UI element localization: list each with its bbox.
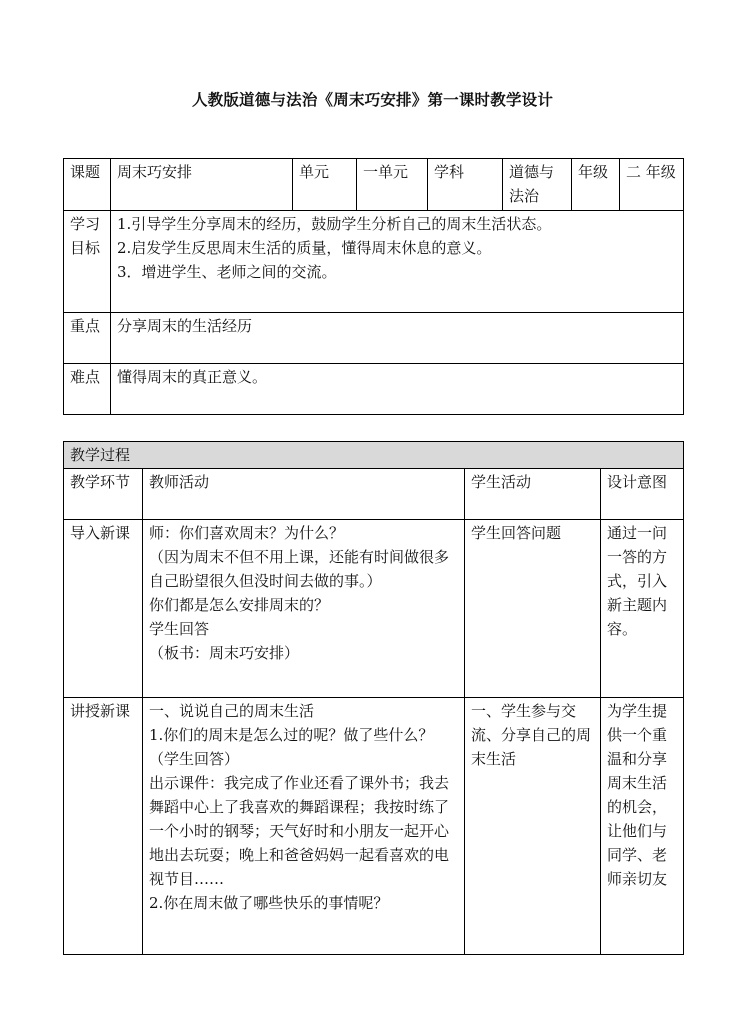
subject-value: 道德与法治 bbox=[503, 159, 572, 211]
column-header-row bbox=[64, 469, 684, 520]
difficulty-value: 懂得周末的真正意义。 bbox=[111, 364, 684, 415]
lesson-info-table bbox=[63, 158, 684, 415]
goal-item: 1.引导学生分享周末的经历，鼓励学生分析自己的周末生活状态。 bbox=[117, 215, 552, 233]
student-activity-cell: 一、学生参与交流、分享自己的周末生活 bbox=[465, 698, 601, 955]
goal-item: 3．增进学生、老师之间的交流。 bbox=[117, 263, 337, 281]
focus-row bbox=[64, 313, 684, 364]
teacher-line: 学生回答 bbox=[149, 620, 210, 638]
table-row bbox=[64, 520, 684, 698]
goals-label: 学习目标 bbox=[64, 211, 111, 313]
design-intent-cell: 为学生提供一个重温和分享周末生活的机会，让他们与同学、老师亲切友 bbox=[601, 698, 684, 955]
unit-value: 一单元 bbox=[357, 159, 428, 211]
difficulty-row bbox=[64, 364, 684, 415]
focus-value: 分享周末的生活经历 bbox=[111, 313, 684, 364]
student-activity-cell: 学生回答问题 bbox=[465, 520, 601, 698]
stage-cell: 导入新课 bbox=[64, 520, 143, 698]
subject-label: 学科 bbox=[428, 159, 503, 211]
goals-row bbox=[64, 211, 684, 313]
teacher-line: 出示课件：我完成了作业还看了课外书；我去舞蹈中心上了我喜欢的舞蹈课程；我按时练了一个小时的钢琴；天气好时和小朋友一起开心地出去玩耍；晚上和爸爸妈妈一起看喜欢的电视节目…… bbox=[149, 774, 450, 888]
goals-content bbox=[111, 211, 684, 313]
process-header: 教学过程 bbox=[64, 442, 684, 469]
teacher-line: 一、说说自己的周末生活 bbox=[149, 702, 315, 720]
focus-label: 重点 bbox=[64, 313, 111, 364]
unit-label: 单元 bbox=[293, 159, 357, 211]
column-header-teacher: 教师活动 bbox=[143, 469, 465, 520]
teacher-line: 师：你们喜欢周末？为什么？ bbox=[149, 524, 345, 542]
teacher-activity-cell bbox=[143, 520, 465, 698]
lesson-value: 周末巧安排 bbox=[111, 159, 293, 211]
lesson-label: 课题 bbox=[64, 159, 111, 211]
teacher-line: 1.你们的周末是怎么过的呢？做了些什么？（学生回答） bbox=[149, 726, 434, 768]
document-title: 人教版道德与法治《周末巧安排》第一课时教学设计 bbox=[191, 90, 554, 109]
teacher-line: （因为周末不但不用上课，还能有时间做很多自己盼望很久但没时间去做的事。） bbox=[149, 548, 450, 590]
difficulty-label: 难点 bbox=[64, 364, 111, 415]
column-header-stage: 教学环节 bbox=[64, 469, 143, 520]
column-header-student: 学生活动 bbox=[465, 469, 601, 520]
teacher-line: 2.你在周末做了哪些快乐的事情呢？ bbox=[149, 894, 389, 912]
column-header-intent: 设计意图 bbox=[601, 469, 684, 520]
teacher-activity-cell bbox=[143, 698, 465, 955]
teacher-line: （板书：周末巧安排） bbox=[149, 644, 300, 662]
process-header-row bbox=[64, 442, 684, 469]
grade-label: 年级 bbox=[572, 159, 620, 211]
stage-cell: 讲授新课 bbox=[64, 698, 143, 955]
table-row bbox=[64, 698, 684, 955]
lesson-row bbox=[64, 159, 684, 211]
design-intent-cell: 通过一问一答的方式，引入新主题内容。 bbox=[601, 520, 684, 698]
grade-value: 二 年级 bbox=[620, 159, 684, 211]
teaching-process-table bbox=[63, 441, 684, 955]
goal-item: 2.启发学生反思周末生活的质量，懂得周末休息的意义。 bbox=[117, 239, 492, 257]
teacher-line: 你们都是怎么安排周末的？ bbox=[149, 596, 330, 614]
